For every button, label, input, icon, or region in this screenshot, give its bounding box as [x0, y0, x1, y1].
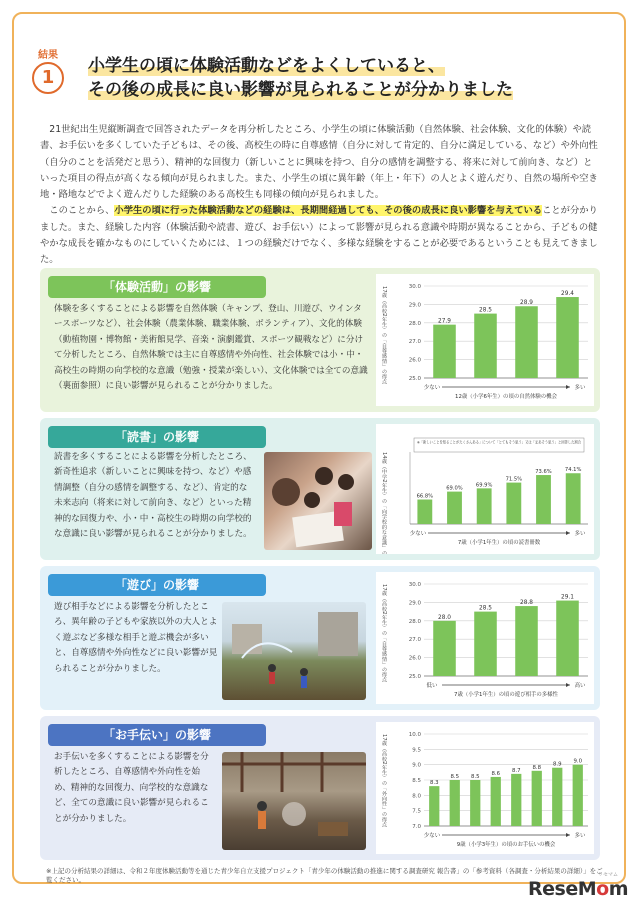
x-high-label: 高い: [574, 683, 586, 689]
bar-value-label: 8.5: [470, 774, 480, 780]
bar-value-label: 66.8%: [416, 493, 434, 500]
section-text-reading: 読書を多くすることによる影響を分析したところ、新奇性追求（新しいことに興味を持つ、など）や感情調整（自分の感情を調整する、など）、肯定的な未来志向（将来に対して前向き、など）といった精神的な回復力や、小・中・高校生の時期の向学校的な意識に良い影響が見られることが分かりました。: [54, 452, 252, 540]
chart-play: [376, 572, 594, 704]
bar-value-label: 28.0: [438, 614, 451, 621]
chart-play-svg: [376, 572, 594, 704]
section-title-reading: 「読書」の影響: [48, 426, 266, 448]
y-tick-label: 25.0: [408, 674, 421, 680]
y-tick-label: 7.5: [412, 808, 421, 815]
bar: [474, 314, 497, 378]
bar: [477, 488, 492, 524]
intro-paragraph-1: 21世紀出生児縦断調査で回答されたデータを再分析したところ、小学生の頃に体験活動（自然体験、社会体験、文化的体験）や読書、お手伝いを多くしていた子どもは、その後、高校生の時に自尊感情（自分に対して肯定的、自分に満足している、など）や外向性（自分のことを活発だと思う）、精神的な回復力（新しいことに興味を持つ、自分の感情を調整する、将来に対して前向き、など）といった項目の得点が高くなる傾向が見られました。また、小学生の頃に異年齢（年上・年下）の人とよく遊んだり、自然の場所や空き地・路地などでよく遊んだりした経験のある高校生も同様の傾向が見られました。: [40, 124, 598, 201]
y-tick-label: 26.0: [408, 357, 421, 364]
result-header: [32, 46, 602, 110]
bar-value-label: 28.5: [479, 605, 492, 612]
y-tick-label: 9.5: [412, 747, 421, 754]
section-text-experience: 体験を多くすることによる影響を自然体験（キャンプ、登山、川遊び、ウインタースポーツなど）、社会体験（農業体験、職業体験、ボランティア）、文化的体験（動植物園・博物館・美術館見学、音楽・演劇鑑賞、スポーツ観戦など）に分けて分析したところ、自然体験では主に自尊感情や外向性、社会体験では小・中・高校生の時期の向学校的な意識（勉強・授業が楽しい）、文化体験では全ての意識（裏面参照）に良い影響が見られることが分かりました。: [54, 304, 368, 392]
x-arrow-head: [566, 833, 570, 837]
section-title-play: 「遊び」の影響: [48, 574, 266, 596]
bar: [433, 621, 456, 676]
chart-xlabel: 7歳（小学1年生）の頃の読書冊数: [457, 540, 541, 546]
photo-chores: [222, 752, 366, 850]
chart-ylabel: 14歳（中学2年生）の「向学校的な意識」の割合: [381, 452, 387, 554]
logo-text-post: m: [608, 878, 628, 900]
bar: [470, 780, 480, 826]
bar: [447, 492, 462, 524]
x-high-label: 多い: [574, 385, 586, 391]
bar: [450, 780, 460, 826]
chart-experience: [376, 274, 594, 406]
bar: [556, 297, 579, 378]
title-line-2: その後の成長に良い影響が見られることが分かりました: [88, 80, 513, 100]
bar-value-label: 8.7: [511, 767, 521, 774]
chart-xlabel: 7歳（小学1年生）の頃の遊び相手の多様性: [454, 692, 558, 698]
chart-chores-svg: [376, 722, 594, 854]
chart-chores: [376, 722, 594, 854]
section-play: [40, 566, 600, 710]
x-high-label: 多い: [574, 833, 586, 839]
x-high-label: 多い: [574, 531, 586, 537]
chart-ylabel: 17歳（高校2年生）の「自尊感情」の得点: [381, 286, 387, 385]
bar: [573, 765, 583, 826]
section-chores: [40, 716, 600, 860]
logo-subtext: リセマム: [598, 872, 618, 878]
section-experience: [40, 268, 600, 412]
photo-reading: [264, 452, 372, 550]
y-tick-label: 28.0: [408, 618, 421, 625]
bar-value-label: 8.9: [552, 761, 562, 768]
bar-value-label: 29.4: [561, 291, 574, 298]
y-tick-label: 26.0: [408, 655, 421, 662]
y-tick-label: 27.0: [408, 339, 421, 346]
chart-legend: [414, 438, 584, 452]
photo-play: [222, 602, 366, 700]
bar: [515, 306, 538, 378]
legend-text: ※「新しいことを知ることがたくさんある」について「とてもそう思う」又は「まあそう思う」と回答した割合: [417, 439, 582, 445]
result-number-badge: 1: [32, 62, 64, 94]
x-arrow-head: [566, 683, 570, 687]
logo-text-pre: ReseM: [528, 878, 597, 900]
chart-xlabel: 12歳（小学6年生）の頃の自然体験の機会: [455, 394, 557, 400]
footnote: ※上記の分析結果の詳細は、令和２年度体験活動等を通じた青少年自立支援プロジェクト「青少年の体験活動の推進に関する調査研究 報告書」の「参考資料（各調査・分析結果の詳細）」をご覧ください。: [46, 867, 603, 884]
bar-value-label: 27.9: [438, 318, 451, 325]
chart-reading-svg: [376, 424, 594, 554]
bar-value-label: 9.0: [573, 758, 583, 765]
y-tick-label: 29.0: [408, 600, 421, 607]
bar-value-label: 69.0%: [446, 485, 463, 492]
bar: [474, 612, 497, 676]
bar: [556, 601, 579, 676]
intro-p2-post: ことが分かりました。また、経験した内容（体験活動や読書、遊び、お手伝い）によって影響が見られる意識や時期が異なることから、子どもの健やかな成長を確かなものにしていくためには、１つの経験だけでなく、多様な経験をすることが必要であるということも見えてきました。: [40, 205, 598, 266]
y-tick-label: 29.0: [408, 302, 421, 309]
y-tick-label: 8.5: [412, 778, 421, 784]
y-tick-label: 25.0: [408, 376, 421, 382]
page-title: [88, 54, 513, 102]
intro-p2-pre: このことから、: [49, 205, 115, 217]
bar-value-label: 74.1%: [564, 467, 582, 474]
chart-reading: [376, 424, 594, 554]
bar-value-label: 28.9: [520, 300, 533, 307]
resemom-logo[interactable]: [528, 878, 628, 900]
chart-ylabel: 17歳（高校2年生）の「自尊感情」の得点: [381, 584, 387, 683]
bar: [506, 483, 521, 524]
y-tick-label: 27.0: [408, 637, 421, 644]
bar: [417, 500, 432, 524]
y-tick-label: 30.0: [408, 284, 421, 290]
x-low-label: 少ない: [423, 385, 441, 391]
chart-experience-svg: [376, 274, 594, 406]
section-text-play: 遊び相手などによる影響を分析したところ、異年齢の子どもや家族以外の大人とよく遊ぶなど多様な相手と遊ぶ機会が多いと、自尊感情や外向性などに良い影響が見られることが分かりました。: [54, 602, 218, 674]
x-low-label: 低い: [426, 683, 438, 689]
bar-value-label: 8.3: [429, 780, 439, 787]
bar-value-label: 29.1: [561, 594, 574, 601]
bar: [515, 606, 538, 676]
section-title-experience: 「体験活動」の影響: [48, 276, 266, 298]
chart-ylabel: 17歳（高校2年生）の「外向性」の得点: [381, 734, 387, 828]
section-text-chores: お手伝いを多くすることによる影響を分析したところ、自尊感情や外向性を始め、精神的な回復力、向学校的な意識など、全ての意識に良い影響が見られることが分かりました。: [54, 752, 209, 824]
bar: [491, 777, 501, 826]
y-tick-label: 7.0: [412, 824, 421, 830]
intro-text: [40, 122, 600, 269]
bar: [511, 774, 521, 826]
bar-value-label: 8.8: [532, 764, 542, 771]
bar-value-label: 8.6: [491, 770, 501, 777]
bar: [566, 473, 581, 524]
x-arrow-head: [566, 531, 570, 535]
bar-value-label: 28.8: [520, 600, 533, 607]
bar-value-label: 71.5%: [505, 476, 523, 483]
section-title-chores: 「お手伝い」の影響: [48, 724, 266, 746]
photo-chores-illustration: [222, 752, 366, 850]
logo-text-o: o: [596, 878, 609, 900]
y-tick-label: 10.0: [408, 732, 421, 738]
bar: [552, 768, 562, 826]
title-line-1: 小学生の頃に体験活動などをよくしていると、: [88, 56, 445, 76]
y-tick-label: 9.0: [412, 762, 421, 769]
photo-play-illustration: [222, 602, 366, 700]
y-tick-label: 28.0: [408, 320, 421, 327]
x-low-label: 少ない: [423, 833, 441, 839]
x-low-label: 少ない: [409, 531, 427, 537]
bar-value-label: 69.9%: [475, 482, 493, 489]
intro-p2-highlight: 小学生の頃に行った体験活動などの経験は、長期間経過しても、その後の成長に良い影響を与えている: [114, 205, 543, 217]
bar: [532, 771, 542, 826]
chart-xlabel: 9歳（小学3年生）の頃のお手伝いの機会: [456, 842, 556, 848]
x-arrow-head: [566, 385, 570, 389]
bar: [429, 786, 439, 826]
bar-value-label: 73.6%: [535, 469, 552, 476]
bar-value-label: 28.5: [479, 307, 492, 314]
result-label: 結果: [38, 50, 58, 61]
bar-value-label: 8.5: [450, 774, 460, 780]
y-tick-label: 30.0: [408, 582, 421, 588]
bar: [433, 325, 456, 378]
section-reading: [40, 418, 600, 560]
intro-paragraph-2: [40, 203, 600, 268]
photo-reading-illustration: [264, 452, 372, 550]
bar: [536, 475, 551, 524]
y-tick-label: 8.0: [412, 793, 421, 800]
